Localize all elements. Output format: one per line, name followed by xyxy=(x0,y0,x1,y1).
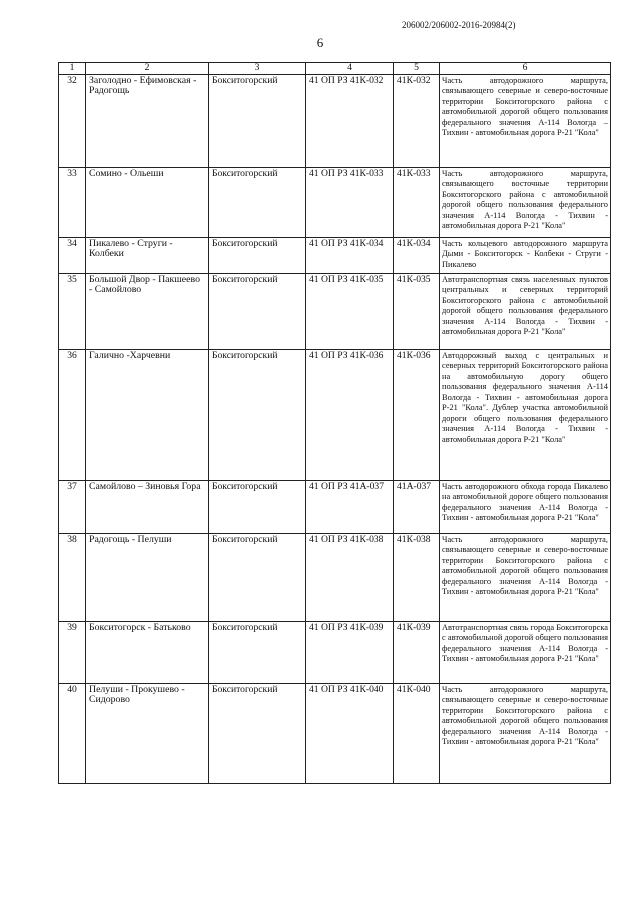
road-description: Часть автодорожного маршрута, связывающего северные и северо-восточные территории Бокситогорского района с автомобильной дорогой общего пользования федерального значения А-114 Вологда – Тихвин - автомобильная дорога Р-21 "Кола" xyxy=(440,74,611,167)
header-cell: 3 xyxy=(209,63,306,75)
row-number: 39 xyxy=(59,621,86,683)
district: Бокситогорский xyxy=(209,621,306,683)
header-row xyxy=(59,63,611,75)
table-row xyxy=(59,480,611,533)
road-id: 41 ОП РЗ 41К-040 xyxy=(306,683,394,783)
road-description: Часть кольцевого автодорожного маршрута Дыми - Бокситогорск - Колбеки - Струги - Пикалево xyxy=(440,237,611,273)
road-name: Радогощь - Пелуши xyxy=(86,533,209,621)
road-description: Часть автодорожного маршрута, связывающего северные и северо-восточные территории Бокситогорского района с автомобильной дорогой общего пользования федерального значения А-114 Вологда - Тихвин - автомобильная дорога Р-21 "Кола" xyxy=(440,683,611,783)
road-id: 41 ОП РЗ 41К-035 xyxy=(306,273,394,349)
table-row xyxy=(59,683,611,783)
district: Бокситогорский xyxy=(209,533,306,621)
road-description: Часть автодорожного обхода города Пикалево на автомобильной дороге общего пользования федерального значения А-114 Вологда - Тихвин - автомобильная дорога Р-21 "Кола" xyxy=(440,480,611,533)
road-id: 41 ОП РЗ 41А-037 xyxy=(306,480,394,533)
document-number: 206002/206002-2016-20984(2) xyxy=(402,20,516,30)
road-id: 41 ОП РЗ 41К-032 xyxy=(306,74,394,167)
row-number: 34 xyxy=(59,237,86,273)
road-name: Заголодно - Ефимовская - Радогощь xyxy=(86,74,209,167)
district: Бокситогорский xyxy=(209,74,306,167)
road-id: 41 ОП РЗ 41К-039 xyxy=(306,621,394,683)
row-number: 40 xyxy=(59,683,86,783)
district: Бокситогорский xyxy=(209,237,306,273)
header-cell: 5 xyxy=(394,63,440,75)
road-name: Галично -Харчевни xyxy=(86,349,209,480)
row-number: 38 xyxy=(59,533,86,621)
row-number: 35 xyxy=(59,273,86,349)
road-description: Часть автодорожного маршрута, связывающего восточные территории Бокситогорского района с автомобильной дорогой общего пользования федерального значения А-114 Вологда - Тихвин - автомобильная дорога Р-21 "Кола" xyxy=(440,167,611,237)
table-row xyxy=(59,237,611,273)
row-number: 33 xyxy=(59,167,86,237)
road-code: 41К-035 xyxy=(394,273,440,349)
road-name: Пелуши - Прокушево - Сидорово xyxy=(86,683,209,783)
header-cell: 1 xyxy=(59,63,86,75)
road-code: 41К-038 xyxy=(394,533,440,621)
header-cell: 6 xyxy=(440,63,611,75)
road-description: Автотранспортная связь населенных пунктов центральных и северных территорий Бокситогорского района с автомобильной дорогой общего пользования федерального значения А-114 Вологда - Тихвин - автомобильная дорога Р-21 "Кола" xyxy=(440,273,611,349)
road-id: 41 ОП РЗ 41К-034 xyxy=(306,237,394,273)
road-code: 41К-032 xyxy=(394,74,440,167)
road-code: 41К-034 xyxy=(394,237,440,273)
table-row xyxy=(59,533,611,621)
row-number: 37 xyxy=(59,480,86,533)
road-description: Часть автодорожного маршрута, связывающего северные и северо-восточные территории Бокситогорского района с автомобильной дорогой общего пользования федерального значения А-114 Вологда - Тихвин - автомобильная дорога Р-21 "Кола" xyxy=(440,533,611,621)
road-name: Самойлово – Зиновья Гора xyxy=(86,480,209,533)
road-code: 41К-040 xyxy=(394,683,440,783)
district: Бокситогорский xyxy=(209,683,306,783)
road-name: Большой Двор - Пакшеево - Самойлово xyxy=(86,273,209,349)
road-id: 41 ОП РЗ 41К-038 xyxy=(306,533,394,621)
roads-table xyxy=(58,62,611,784)
road-name: Сомино - Ольеши xyxy=(86,167,209,237)
district: Бокситогорский xyxy=(209,273,306,349)
road-description: Автотранспортная связь города Бокситогорска с автомобильной дорогой общего пользования федерального значения А-114 Вологда - Тихвин - автомобильная дорога Р-21 "Кола" xyxy=(440,621,611,683)
table-row xyxy=(59,349,611,480)
header-cell: 4 xyxy=(306,63,394,75)
road-name: Пикалево - Струги - Колбеки xyxy=(86,237,209,273)
table-row xyxy=(59,74,611,167)
road-code: 41К-036 xyxy=(394,349,440,480)
district: Бокситогорский xyxy=(209,167,306,237)
page-number: 6 xyxy=(316,35,324,50)
row-number: 32 xyxy=(59,74,86,167)
district: Бокситогорский xyxy=(209,349,306,480)
header-cell: 2 xyxy=(86,63,209,75)
road-id: 41 ОП РЗ 41К-036 xyxy=(306,349,394,480)
road-name: Бокситогорск - Батьково xyxy=(86,621,209,683)
road-id: 41 ОП РЗ 41К-033 xyxy=(306,167,394,237)
district: Бокситогорский xyxy=(209,480,306,533)
road-code: 41А-037 xyxy=(394,480,440,533)
row-number: 36 xyxy=(59,349,86,480)
table-row xyxy=(59,621,611,683)
road-code: 41К-039 xyxy=(394,621,440,683)
road-description: Автодорожный выход с центральных и северных территорий Бокситогорского района на автомобильную дорогу общего пользования федерального значения А-114 Вологда - Тихвин - автомобильная дорога Р-21 "Кола". Дублер участка автомобильной дороги общего пользования федерального значения А-114 Вологда - Тихвин - автомобильная дорога Р-21 "Кола" xyxy=(440,349,611,480)
table-row xyxy=(59,273,611,349)
road-code: 41К-033 xyxy=(394,167,440,237)
table-row xyxy=(59,167,611,237)
